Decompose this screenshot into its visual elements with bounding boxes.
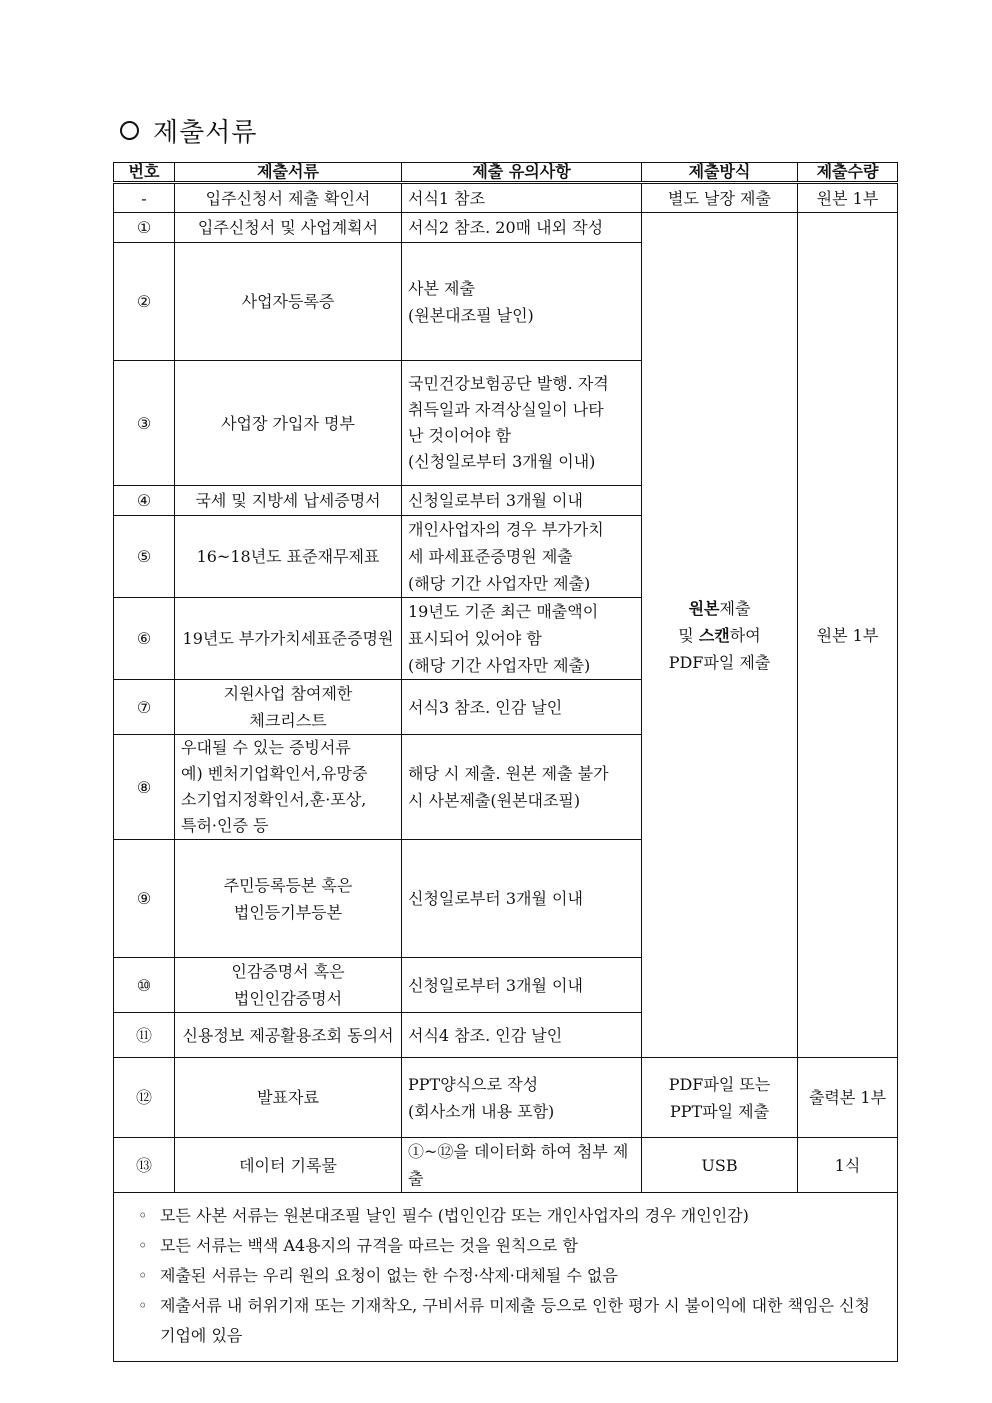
note-line: 서식3 참조. 인감 날인 <box>408 697 563 717</box>
row-method <box>642 1138 798 1193</box>
row-number: ⑦ <box>114 680 175 735</box>
row-number: ⑩ <box>114 958 175 1013</box>
row-number: ④ <box>114 486 175 516</box>
row-document <box>175 486 402 516</box>
header-no: 번호 <box>114 163 175 183</box>
header-qty: 제출수량 <box>798 163 898 183</box>
note-line: 표시되어 있어야 함 <box>408 629 542 648</box>
row-number: ⑨ <box>114 840 175 958</box>
row-document <box>175 680 402 735</box>
document-line: 소기업지정확인서,훈·포상, <box>181 790 367 809</box>
row-note <box>402 1013 642 1058</box>
note-bullet-icon: ◦ <box>138 1206 148 1225</box>
note-item <box>138 1201 879 1231</box>
note-line: 해당 시 제출. 원본 제출 불가 <box>408 764 609 783</box>
merged-method-cell <box>642 213 798 1058</box>
row-note <box>402 183 642 213</box>
documents-table <box>113 162 898 1362</box>
row-document <box>175 213 402 243</box>
row-document <box>175 1013 402 1058</box>
row-document <box>175 1058 402 1138</box>
method-line: PDF파일 또는 <box>668 1074 771 1094</box>
row-number: ⑪ <box>114 1013 175 1058</box>
header-note: 제출 유의사항 <box>402 163 642 183</box>
note-line: 세 파세표준증명원 제출 <box>408 547 573 566</box>
row-note <box>402 1058 642 1138</box>
note-line: 난 것이어야 함 <box>408 426 511 445</box>
document-line: 신용정보 제공활용조회 동의서 <box>182 1025 394 1045</box>
document-line: 사업자등록증 <box>241 292 335 311</box>
notes-cell <box>114 1193 898 1362</box>
row-number: ③ <box>114 361 175 486</box>
row-qty: 원본 1부 <box>798 183 898 213</box>
row-note <box>402 516 642 598</box>
note-bullet-icon: ◦ <box>138 1266 148 1285</box>
row-document <box>175 735 402 840</box>
row-document <box>175 243 402 361</box>
row-method <box>642 1058 798 1138</box>
document-line: 19년도 부가가치세표준증명원 <box>182 629 394 648</box>
table-row <box>114 1058 898 1138</box>
notes-row <box>114 1193 898 1362</box>
note-bullet-icon: ◦ <box>138 1236 148 1255</box>
row-note <box>402 735 642 840</box>
note-line: 신청일로부터 3개월 이내 <box>408 491 583 510</box>
note-text: 모든 사본 서류는 원본대조필 날인 필수 (법인인감 또는 개인사업자의 경우 개인인감) <box>160 1206 749 1225</box>
document-line: 국세 및 지방세 납세증명서 <box>195 491 381 510</box>
row-qty: 1식 <box>798 1138 898 1193</box>
note-line: 19년도 기준 최근 매출액이 <box>408 602 599 621</box>
row-document <box>175 840 402 958</box>
document-line: 법인인감증명서 <box>233 989 343 1008</box>
row-document <box>175 598 402 680</box>
note-line: ①~⑫을 데이터화 하여 첨부 제출 <box>408 1142 629 1188</box>
merged-method-bold: 스캔 <box>698 625 730 645</box>
note-line: 시 사본제출(원본대조필) <box>408 791 581 810</box>
note-line: 서식2 참조. 20매 내외 작성 <box>408 218 604 237</box>
row-document <box>175 1138 402 1193</box>
note-line: (회사소개 내용 포함) <box>408 1101 555 1121</box>
table-row <box>114 213 898 243</box>
row-note <box>402 958 642 1013</box>
row-number: ⑫ <box>114 1058 175 1138</box>
document-line: 체크리스트 <box>249 711 327 730</box>
note-item <box>138 1231 879 1261</box>
row-number: ② <box>114 243 175 361</box>
note-line: 신청일로부터 3개월 이내 <box>408 889 583 908</box>
note-text: 제출된 서류는 우리 원의 요청이 없는 한 수정·삭제·대체될 수 없음 <box>160 1266 618 1285</box>
note-line: 취득일과 자격상실일이 나타 <box>408 400 604 419</box>
row-note <box>402 213 642 243</box>
row-note <box>402 1138 642 1193</box>
document-line: 16~18년도 표준재무제표 <box>196 547 380 566</box>
note-line: (해당 기간 사업자만 제출) <box>408 574 591 593</box>
note-text: 제출서류 내 허위기재 또는 기재착오, 구비서류 미제출 등으로 인한 평가 시 불이익에 대한 책임은 신청기업에 있음 <box>160 1296 870 1345</box>
row-note <box>402 486 642 516</box>
note-line: 서식1 참조 <box>408 188 486 208</box>
row-number: - <box>114 183 175 213</box>
row-note <box>402 680 642 735</box>
table-row <box>114 183 898 213</box>
document-line: 발표자료 <box>257 1088 319 1107</box>
section-title: 제출서류 <box>153 118 258 148</box>
note-line: 국민건강보험공단 발행. 자격 <box>408 374 609 393</box>
note-line: (신청일로부터 3개월 이내) <box>408 452 596 471</box>
row-number: ⑧ <box>114 735 175 840</box>
table-row <box>114 1138 898 1193</box>
row-number: ① <box>114 213 175 243</box>
document-line: 인감증명서 혹은 <box>231 962 345 981</box>
note-item <box>138 1291 879 1351</box>
circle-bullet-icon <box>120 121 139 140</box>
note-line: 개인사업자의 경우 부가가치 <box>408 520 604 539</box>
note-line: (해당 기간 사업자만 제출) <box>408 656 591 675</box>
note-line: 서식4 참조. 인감 날인 <box>408 1025 563 1045</box>
row-note <box>402 598 642 680</box>
row-document <box>175 361 402 486</box>
row-note <box>402 361 642 486</box>
row-number: ⑬ <box>114 1138 175 1193</box>
document-line: 법인등기부등본 <box>233 902 343 922</box>
document-line: 지원사업 참여제한 <box>223 684 353 703</box>
merged-method-bold: 원본 <box>688 598 720 618</box>
row-note <box>402 840 642 958</box>
method-line: PPT파일 제출 <box>669 1101 770 1121</box>
row-document <box>175 958 402 1013</box>
row-qty: 출력본 1부 <box>798 1058 898 1138</box>
document-line: 특허·인증 등 <box>181 816 269 835</box>
method-line: USB <box>701 1155 738 1175</box>
note-text: 모든 서류는 백색 A4용지의 규격을 따르는 것을 원칙으로 함 <box>160 1236 578 1255</box>
document-line: 예) 벤처기업확인서,유망중 <box>181 764 368 783</box>
note-line: (원본대조필 날인) <box>408 305 534 325</box>
merged-method-line: 원본제출 <box>688 598 751 618</box>
document-line: 사업장 가입자 명부 <box>221 413 355 433</box>
document-line: 데이터 기록물 <box>239 1155 337 1175</box>
row-number: ⑥ <box>114 598 175 680</box>
note-item <box>138 1261 879 1291</box>
note-line: 신청일로부터 3개월 이내 <box>408 975 583 995</box>
method-line: 별도 날장 제출 <box>668 188 771 208</box>
row-document <box>175 516 402 598</box>
merged-qty-cell: 원본 1부 <box>798 213 898 1058</box>
row-number: ⑤ <box>114 516 175 598</box>
merged-method-line: PDF파일 제출 <box>668 652 771 672</box>
document-line: 입주신청서 제출 확인서 <box>205 188 371 208</box>
row-note <box>402 243 642 361</box>
header-doc: 제출서류 <box>175 163 402 183</box>
merged-method-line: 및 스캔하여 <box>678 625 761 645</box>
row-method <box>642 183 798 213</box>
document-line: 우대될 수 있는 증빙서류 <box>181 738 351 757</box>
document-line: 입주신청서 및 사업계획서 <box>197 218 379 237</box>
note-line: PPT양식으로 작성 <box>408 1074 539 1094</box>
section-heading <box>120 112 257 149</box>
header-method: 제출방식 <box>642 163 798 183</box>
document-line: 주민등록등본 혹은 <box>223 875 353 895</box>
note-line: 사본 제출 <box>408 278 475 298</box>
row-document <box>175 183 402 213</box>
table-header-row <box>114 163 898 183</box>
note-bullet-icon: ◦ <box>138 1296 148 1315</box>
